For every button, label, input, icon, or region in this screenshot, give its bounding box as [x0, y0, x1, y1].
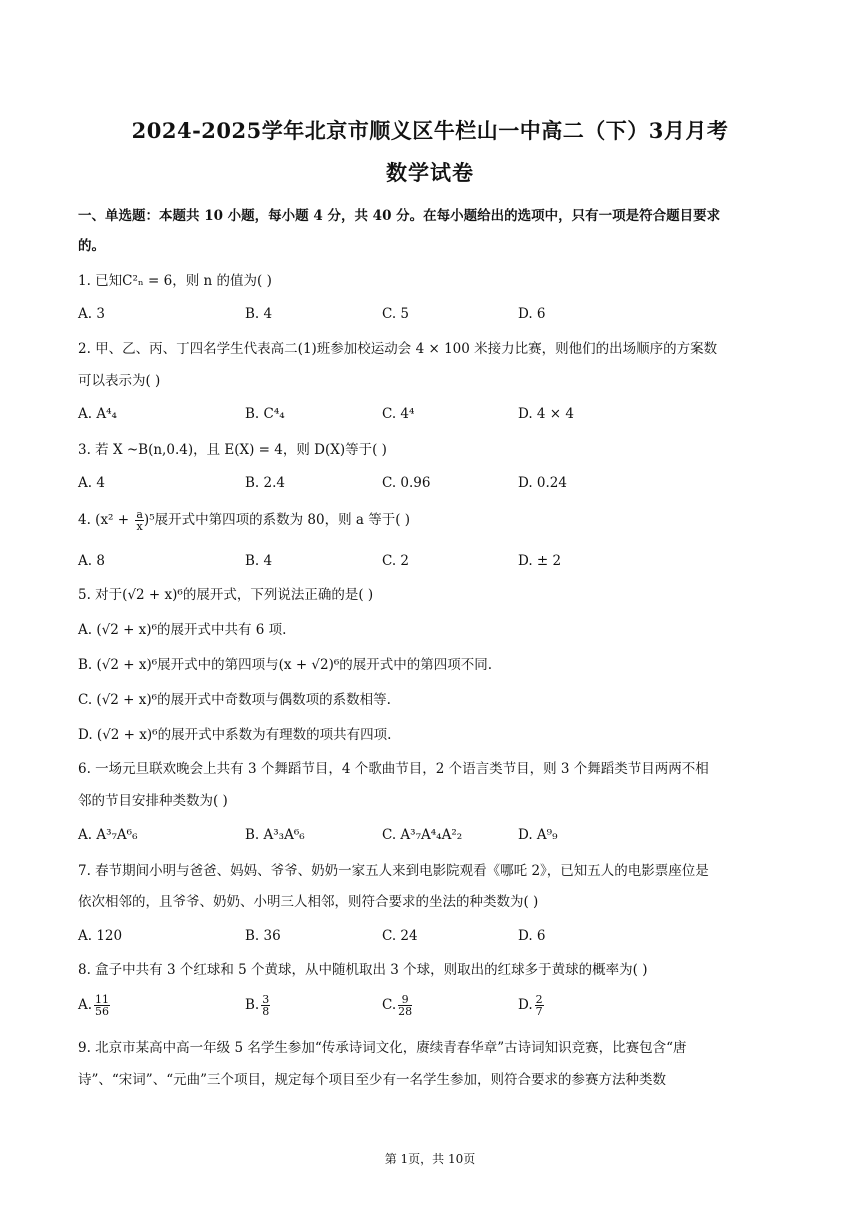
q4-option-b: B. 4	[245, 553, 273, 569]
question-7-stem: 7. 春节期间小明与爸爸、妈妈、爷爷、奶奶一家五人来到电影院观看《哪吒 2》，已知五人的电影票座位是	[78, 863, 709, 879]
q8-option-d	[518, 994, 544, 1017]
q6-option-d: D. A⁹₉	[518, 827, 558, 843]
question-2-stem: 2. 甲、乙、丙、丁四名学生代表高二(1)班参加校运动会 4 × 100 米接力比赛，则他们的出场顺序的方案数	[78, 341, 718, 357]
q8-b-label: B.	[245, 997, 260, 1013]
q8-c-fraction	[398, 994, 412, 1017]
q8-b-num: 3	[262, 993, 270, 1006]
q8-c-label: C.	[382, 997, 397, 1013]
q5-option-d: D. (√2 + x)⁶的展开式中系数为有理数的项共有四项.	[78, 727, 392, 743]
q7-option-c: C. 24	[382, 928, 418, 944]
q8-d-label: D.	[518, 997, 533, 1013]
q6-option-c: C. A³₇A⁴₄A²₂	[382, 827, 463, 843]
section-heading-cont: 的。	[78, 238, 105, 254]
page-subtitle: 数学试卷	[386, 160, 474, 185]
q4-fraction	[135, 509, 144, 532]
q8-b-den: 8	[262, 1005, 270, 1018]
q4-option-c: C. 2	[382, 553, 410, 569]
question-6-stem: 6. 一场元旦联欢晚会上共有 3 个舞蹈节目，4 个歌曲节目，2 个语言类节目，则 3 个舞蹈类节目两两不相	[78, 761, 709, 777]
q4-stem-post: )⁵展开式中第四项的系数为 80，则 a 等于( )	[143, 512, 411, 528]
q8-d-fraction	[535, 994, 544, 1017]
q5-option-c: C. (√2 + x)⁶的展开式中奇数项与偶数项的系数相等.	[78, 692, 391, 708]
question-7-stem-cont: 依次相邻的，且爷爷、奶奶、小明三人相邻，则符合要求的坐法的种类数为( )	[78, 894, 539, 910]
question-8-stem: 8. 盒子中共有 3 个红球和 5 个黄球，从中随机取出 3 个球，则取出的红球多于黄球的概率为( )	[78, 962, 648, 978]
question-1-stem: 1. 已知C²ₙ = 6，则 n 的值为( )	[78, 273, 272, 289]
q3-option-a: A. 4	[78, 475, 105, 491]
q3-option-c: C. 0.96	[382, 475, 431, 491]
question-9-stem: 9. 北京市某高中高一年级 5 名学生参加“传承诗词文化，赓续青春华章”古诗词知识竞赛，比赛包含“唐	[78, 1040, 687, 1056]
page-footer: 第 1页，共 10页	[384, 1152, 476, 1166]
q7-option-a: A. 120	[78, 928, 123, 944]
q7-option-d: D. 6	[518, 928, 546, 944]
q8-d-den: 7	[535, 1005, 543, 1018]
q6-option-b: B. A³₃A⁶₆	[245, 827, 305, 843]
section-heading: 一、单选题：本题共 10 小题，每小题 4 分，共 40 分。在每小题给出的选项中，只有一项是符合题目要求	[78, 208, 721, 224]
q8-b-fraction	[261, 994, 270, 1017]
q4-option-d: D. ± 2	[518, 553, 562, 569]
q8-a-fraction	[94, 994, 110, 1017]
question-4-stem	[78, 509, 410, 532]
q4-option-a: A. 8	[78, 553, 105, 569]
q3-option-d: D. 0.24	[518, 475, 567, 491]
q8-d-num: 2	[535, 993, 543, 1006]
q8-a-den: 56	[95, 1005, 110, 1018]
q1-option-b: B. 4	[245, 306, 273, 322]
q2-option-c: C. 4⁴	[382, 406, 415, 422]
question-2-stem-cont: 可以表示为( )	[78, 373, 161, 389]
q4-stem-pre: 4. (x² +	[78, 512, 134, 528]
q8-c-num: 9	[398, 994, 412, 1006]
q8-option-b	[245, 994, 270, 1017]
q4-frac-num: a	[136, 508, 143, 521]
q4-frac-den: x	[136, 520, 143, 533]
q5-option-a: A. (√2 + x)⁶的展开式中共有 6 项.	[78, 622, 287, 638]
q5-option-b: B. (√2 + x)⁶展开式中的第四项与(x + √2)⁶的展开式中的第四项不同.	[78, 657, 493, 673]
page-title: 2024-2025学年北京市顺义区牛栏山一中高二（下）3月月考	[131, 118, 729, 143]
q8-option-a	[78, 994, 110, 1017]
question-6-stem-cont: 邻的节目安排种类数为( )	[78, 793, 228, 809]
q6-option-a: A. A³₇A⁶₆	[78, 827, 138, 843]
q1-option-a: A. 3	[78, 306, 105, 322]
q8-c-den: 28	[398, 1005, 413, 1018]
q7-option-b: B. 36	[245, 928, 281, 944]
q8-a-num: 11	[95, 993, 110, 1006]
q8-a-label: A.	[78, 997, 93, 1013]
q1-option-c: C. 5	[382, 306, 410, 322]
q1-option-d: D. 6	[518, 306, 546, 322]
question-9-stem-cont: 诗”、“宋词”、“元曲”三个项目，规定每个项目至少有一名学生参加，则符合要求的参赛方法种类数	[78, 1072, 667, 1088]
q3-option-b: B. 2.4	[245, 475, 285, 491]
question-5-stem: 5. 对于(√2 + x)⁶的展开式，下列说法正确的是( )	[78, 587, 374, 603]
question-3-stem: 3. 若 X ~B(n,0.4)，且 E(X) = 4，则 D(X)等于( )	[78, 442, 387, 458]
q2-option-b: B. C⁴₄	[245, 406, 285, 422]
q2-option-a: A. A⁴₄	[78, 406, 117, 422]
q2-option-d: D. 4 × 4	[518, 406, 574, 422]
q8-option-c	[382, 994, 412, 1017]
